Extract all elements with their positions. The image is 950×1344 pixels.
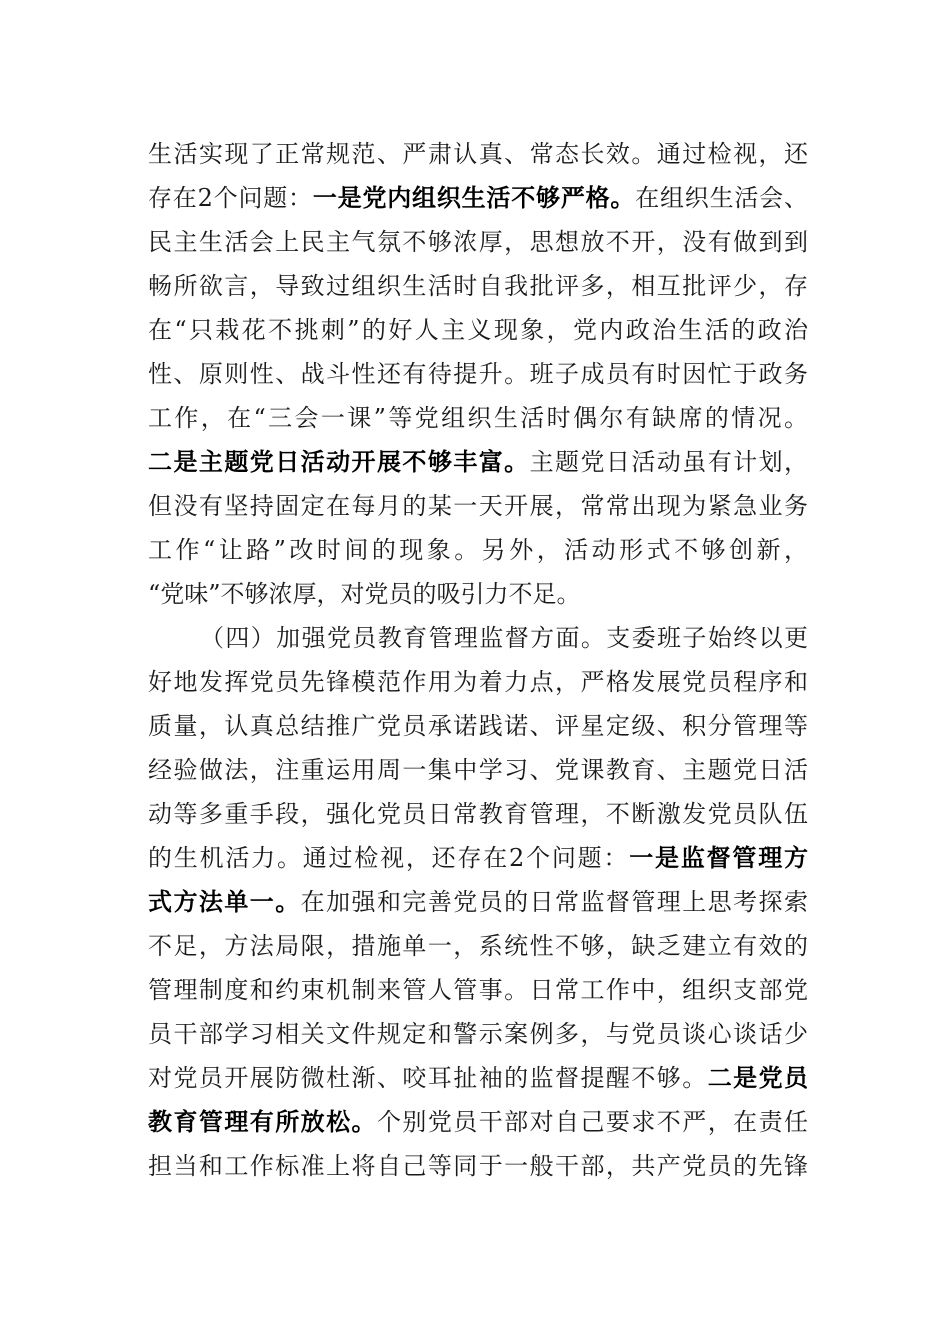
text-line: 对党员开展防微杜渐、咬耳扯袖的监督提醒不够。二是党员 [148, 1063, 808, 1092]
text-line: 经验做法，注重运用周一集中学习、党课教育、主题党日活 [148, 756, 808, 784]
text-line: 管理制度和约束机制来管人管事。日常工作中，组织支部党 [148, 976, 808, 1004]
text-line: 工作，在“三会一课”等党组织生活时偶尔有缺席的情况。 [148, 404, 808, 432]
bold-heading: 一是党内组织生活不够严格。 [312, 183, 636, 212]
bold-heading: 一是监督管理方 [629, 843, 808, 872]
text-line: 民主生活会上民主气氛不够浓厚，思想放不开，没有做到到 [148, 228, 808, 256]
text-line: 性、原则性、战斗性还有待提升。班子成员有时因忙于政务 [148, 360, 808, 388]
text-line: 质量，认真总结推广党员承诺践诺、评星定级、积分管理等 [148, 712, 808, 740]
bold-heading: 二是党员 [707, 1063, 808, 1092]
bold-heading: 二是主题党日活动开展不够丰富。 [148, 447, 530, 476]
text-line: 好地发挥党员先锋模范作用为着力点，严格发展党员程序和 [148, 668, 808, 696]
text-line: 生活实现了正常规范、严肃认真、常态长效。通过检视，还 [148, 140, 808, 168]
text-line: 式方法单一。在加强和完善党员的日常监督管理上思考探索 [148, 887, 808, 916]
text-line: 动等多重手段，强化党员日常教育管理，不断激发党员队伍 [148, 800, 808, 828]
text-line: 在“只栽花不挑刺”的好人主义现象，党内政治生活的政治 [148, 316, 808, 344]
bold-heading: 式方法单一。 [148, 887, 301, 916]
text-line: 畅所欲言，导致过组织生活时自我批评多，相互批评少，存 [148, 272, 808, 300]
text-line: 二是主题党日活动开展不够丰富。主题党日活动虽有计划， [148, 447, 808, 476]
text-line: 不足，方法局限，措施单一，系统性不够，缺乏建立有效的 [148, 932, 808, 960]
bold-heading: 教育管理有所放松。 [148, 1107, 377, 1136]
text-line: 教育管理有所放松。个别党员干部对自己要求不严，在责任 [148, 1107, 808, 1136]
text-line: 的生机活力。通过检视，还存在2个问题：一是监督管理方 [148, 843, 808, 872]
text-line: 但没有坚持固定在每月的某一天开展，常常出现为紧急业务 [148, 492, 808, 520]
section-heading-line: （四）加强党员教育管理监督方面。支委班子始终以更 [200, 624, 808, 652]
text-line: 工作“让路”改时间的现象。另外，活动形式不够创新， [148, 536, 808, 564]
text-line: “党味”不够浓厚，对党员的吸引力不足。 [148, 580, 581, 608]
text-line: 存在2个问题：一是党内组织生活不够严格。在组织生活会、 [148, 183, 808, 212]
text-line: 担当和工作标准上将自己等同于一般干部，共产党员的先锋 [148, 1152, 808, 1180]
text-line: 员干部学习相关文件规定和警示案例多，与党员谈心谈话少 [148, 1020, 808, 1048]
